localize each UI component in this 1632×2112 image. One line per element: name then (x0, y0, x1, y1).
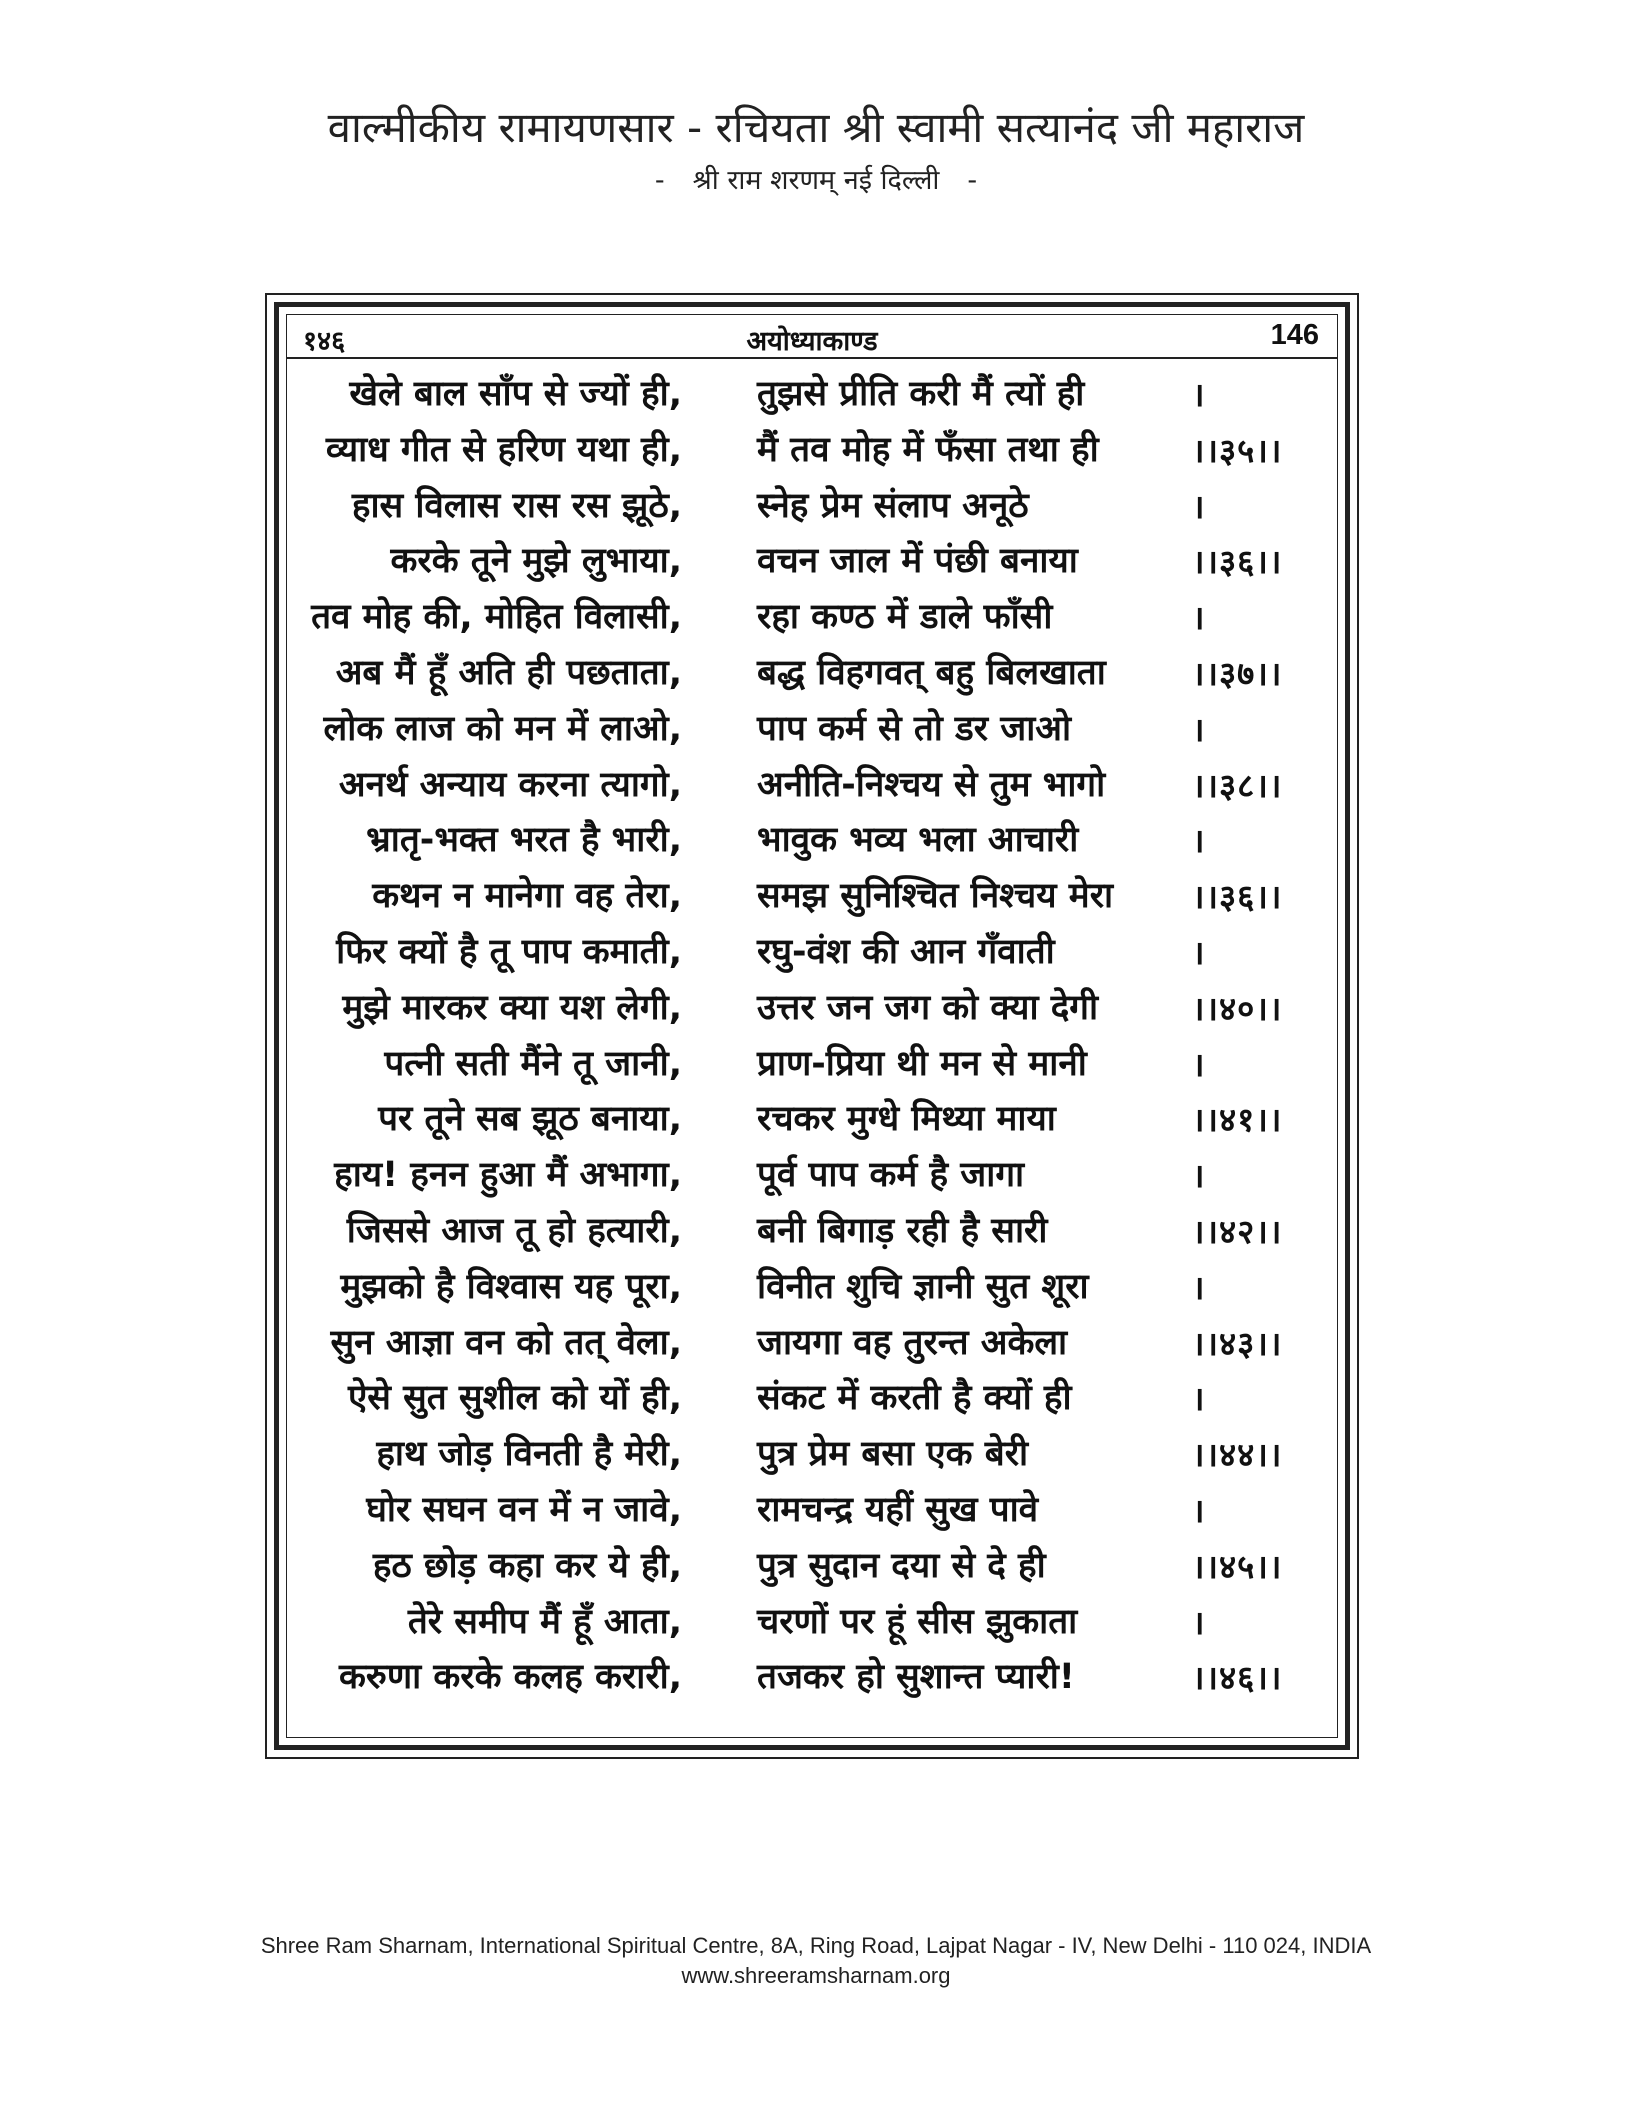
verse-number: । (1192, 1267, 1206, 1307)
verse-row (287, 1316, 1337, 1372)
verse-second-half: तुझसे प्रीति करी मैं त्यों ही (757, 374, 1085, 414)
verse-number: ।।४६।। (1192, 1658, 1283, 1698)
footer-address: Shree Ram Sharnam, International Spiritual Centre, 8A, Ring Road, Lajpat Nagar - IV, New Delhi - 110 024, INDIA (260, 1933, 1372, 1958)
verse-row (287, 534, 1337, 590)
verse-row (287, 1427, 1337, 1483)
page-frame-outer (265, 293, 1359, 1759)
verse-number: ।।४०।। (1192, 988, 1283, 1028)
verse-number: ।।४४।। (1192, 1435, 1283, 1475)
document-header (0, 100, 1632, 202)
verse-row (287, 758, 1337, 814)
verse-number: । (1192, 709, 1206, 749)
verse-second-half: समझ सुनिश्चित निश्चय मेरा (757, 876, 1114, 917)
verse-first-half: भ्रातृ-भक्त भरत है भारी, (366, 820, 682, 861)
verse-first-half: हास विलास रास रस झूठे, (351, 485, 682, 526)
document-subtitle: श्री राम शरणम् नई दिल्ली (692, 165, 940, 196)
content-panel (286, 314, 1338, 1738)
verse-first-half: तव मोह की, मोहित विलासी, (311, 597, 682, 638)
verse-row (287, 1260, 1337, 1316)
verse-first-half: करके तूने मुझे लुभाया, (390, 541, 682, 582)
verse-second-half: संकट में करती है क्यों ही (757, 1378, 1072, 1419)
verse-number: । (1192, 932, 1206, 972)
verse-number: । (1192, 1156, 1206, 1196)
verse-number: ।।३८।। (1192, 765, 1283, 805)
verse-second-half: पुत्र सुदान दया से दे ही (757, 1545, 1046, 1586)
verse-first-half: जिससे आज तू हो हत्यारी, (346, 1210, 682, 1251)
verse-first-half: कथन न मानेगा वह तेरा, (372, 876, 682, 917)
page-head (287, 315, 1337, 359)
verse-number: । (1192, 375, 1206, 414)
verse-second-half: अनीति-निश्चय से तुम भागो (757, 764, 1106, 805)
verse-first-half: खेले बाल साँप से ज्यों ही, (349, 374, 682, 414)
footer-website: www.shreeramsharnam.org (681, 1963, 951, 1988)
verse-row (287, 423, 1337, 479)
verse-second-half: स्नेह प्रेम संलाप अनूठे (757, 485, 1029, 526)
verse-second-half: वचन जाल में पंछी बनाया (757, 541, 1078, 582)
verse-second-half: रहा कण्ठ में डाले फाँसी (757, 597, 1053, 638)
verse-first-half: हाथ जोड़ विनती है मेरी, (376, 1434, 682, 1475)
page-number-arabic: 146 (1270, 319, 1319, 351)
verse-second-half: जायगा वह तुरन्त अकेला (757, 1322, 1068, 1363)
page-frame-inner (274, 302, 1350, 1750)
verse-second-half: पाप कर्म से तो डर जाओ (757, 708, 1072, 749)
verse-first-half: फिर क्यों है तू पाप कमाती, (336, 931, 682, 972)
verse-row (287, 1483, 1337, 1539)
verse-first-half: लोक लाज को मन में लाओ, (323, 708, 682, 749)
verse-first-half: सुन आज्ञा वन को तत् वेला, (330, 1322, 682, 1363)
verse-second-half: पुत्र प्रेम बसा एक बेरी (757, 1434, 1029, 1475)
verse-first-half: तेरे समीप मैं हूँ आता, (407, 1601, 682, 1642)
verse-second-half: रामचन्द्र यहीं सुख पावे (757, 1489, 1039, 1530)
verse-number: । (1192, 821, 1206, 861)
verse-row (287, 869, 1337, 925)
verse-row (287, 1037, 1337, 1093)
verse-second-half: बद्ध विहगवत् बहु बिलखाता (757, 652, 1106, 693)
verse-second-half: तजकर हो सुशान्त प्यारी! (757, 1657, 1075, 1698)
verse-number: ।।४१।। (1192, 1100, 1283, 1140)
verse-first-half: पत्नी सती मैंने तू जानी, (384, 1043, 682, 1084)
verse-first-half: मुझे मारकर क्या यश लेगी, (342, 987, 682, 1028)
document-footer (0, 1931, 1632, 1991)
verse-number: । (1192, 1602, 1206, 1642)
verse-number: । (1192, 1490, 1206, 1530)
verse-row (287, 813, 1337, 869)
verse-row (287, 1204, 1337, 1260)
verse-second-half: उत्तर जन जग को क्या देगी (757, 987, 1099, 1028)
verse-row (287, 1595, 1337, 1651)
verse-row (287, 981, 1337, 1037)
verse-row (287, 1539, 1337, 1595)
verse-number: । (1192, 1044, 1206, 1084)
verse-second-half: बनी बिगाड़ रही है सारी (757, 1210, 1048, 1251)
verse-number: । (1192, 1379, 1206, 1419)
verse-row (287, 925, 1337, 981)
section-title: अयोध्याकाण्ड (746, 326, 878, 357)
verse-first-half: करुणा करके कलह करारी, (339, 1657, 682, 1698)
verse-number: ।।४३।। (1192, 1323, 1283, 1363)
subtitle-left-dash: - (654, 165, 665, 196)
verse-second-half: रघु-वंश की आन गँवाती (757, 931, 1055, 972)
verse-first-half: ऐसे सुत सुशील को यों ही, (347, 1378, 682, 1419)
document-title: वाल्मीकीय रामायणसार - रचियता श्री स्वामी सत्यानंद जी महाराज (327, 103, 1305, 152)
verse-number: । (1192, 598, 1206, 638)
verse-second-half: रचकर मुग्धे मिथ्या माया (757, 1099, 1056, 1140)
verse-number: ।।३६।। (1192, 877, 1283, 917)
verse-row (287, 590, 1337, 646)
verse-first-half: पर तूने सब झूठ बनाया, (378, 1099, 682, 1140)
verse-number: ।।३६।। (1192, 542, 1283, 582)
document-subtitle-line (0, 160, 1632, 202)
verse-row (287, 1148, 1337, 1204)
verse-first-half: मुझको है विश्वास यह पूरा, (340, 1266, 682, 1307)
verse-second-half: भावुक भव्य भला आचारी (757, 820, 1079, 861)
verse-row (287, 1371, 1337, 1427)
verse-first-half: घोर सघन वन में न जावे, (366, 1489, 682, 1530)
page-number-devanagari: १४६ (303, 326, 346, 357)
verse-number: ।।३७।। (1192, 653, 1283, 693)
verse-number: ।।४२।। (1192, 1211, 1283, 1251)
subtitle-right-dash: - (967, 165, 978, 196)
verse-row (287, 1092, 1337, 1148)
verse-first-half: हाय! हनन हुआ मैं अभागा, (334, 1155, 682, 1196)
verse-number: ।।३५।। (1192, 430, 1283, 470)
verse-second-half: मैं तव मोह में फँसा तथा ही (757, 429, 1099, 470)
verse-second-half: विनीत शुचि ज्ञानी सुत शूरा (757, 1266, 1089, 1307)
verse-list (287, 367, 1337, 1706)
verse-row (287, 367, 1337, 423)
verse-second-half: चरणों पर हूं सीस झुकाता (757, 1601, 1078, 1642)
verse-first-half: अनर्थ अन्याय करना त्यागो, (338, 764, 682, 805)
verse-row (287, 646, 1337, 702)
verse-row (287, 479, 1337, 535)
verse-first-half: हठ छोड़ कहा कर ये ही, (372, 1545, 682, 1586)
verse-number: । (1192, 486, 1206, 526)
verse-row (287, 702, 1337, 758)
verse-first-half: अब मैं हूँ अति ही पछताता, (335, 652, 682, 693)
verse-first-half: व्याध गीत से हरिण यथा ही, (325, 429, 682, 470)
verse-number: ।।४५।। (1192, 1546, 1283, 1586)
verse-second-half: प्राण-प्रिया थी मन से मानी (757, 1043, 1087, 1084)
verse-second-half: पूर्व पाप कर्म है जागा (757, 1155, 1025, 1196)
verse-row (287, 1650, 1337, 1706)
